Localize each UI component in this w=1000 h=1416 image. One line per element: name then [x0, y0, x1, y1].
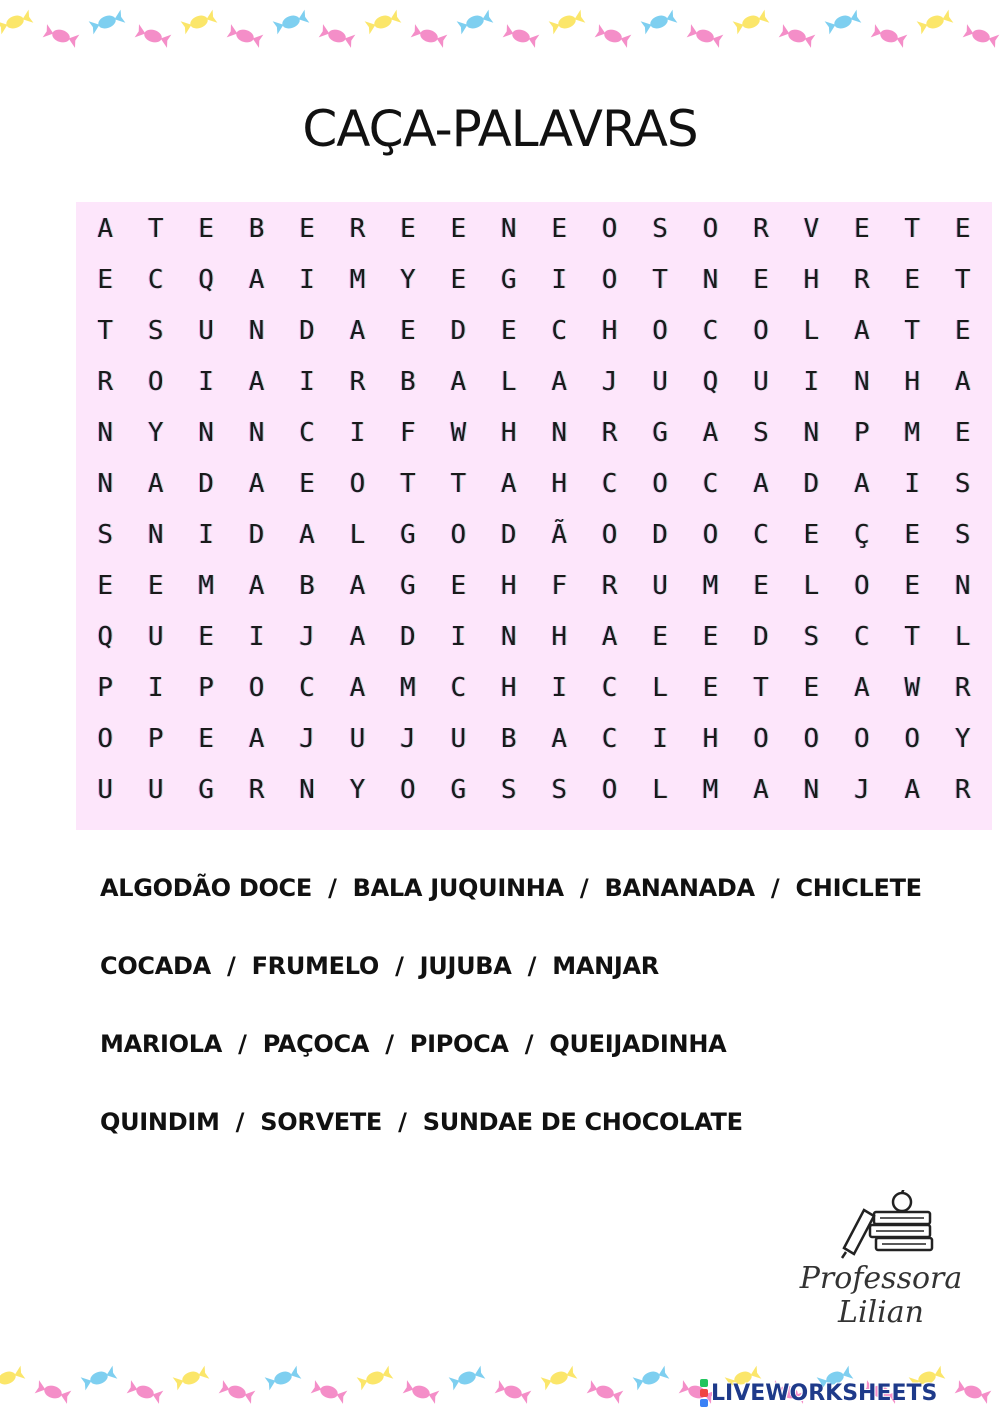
grid-cell[interactable]: E — [198, 622, 214, 652]
grid-cell[interactable]: E — [147, 571, 164, 601]
watermark-badge-icon — [700, 1378, 708, 1408]
candy-icon — [779, 24, 816, 48]
grid-cell[interactable]: P — [198, 673, 214, 703]
grid-cell[interactable]: E — [400, 316, 416, 346]
grid-cell[interactable]: H — [551, 469, 567, 499]
grid-cell[interactable]: R — [954, 775, 971, 805]
grid-cell[interactable]: E — [652, 622, 668, 652]
candy-border-top — [0, 0, 1000, 60]
grid-cell[interactable]: A — [248, 724, 265, 754]
grid-cell[interactable]: N — [248, 418, 265, 448]
grid-cell[interactable]: L — [954, 622, 971, 652]
grid-cell[interactable]: A — [248, 367, 265, 397]
grid-cell[interactable]: A — [753, 775, 769, 805]
grid-cell[interactable]: S — [652, 214, 668, 244]
grid-cell[interactable]: G — [400, 520, 416, 550]
grid-cell[interactable]: D — [753, 622, 769, 652]
grid-cell[interactable]: B — [500, 724, 517, 754]
candy-icon — [411, 24, 448, 48]
grid-cell[interactable]: O — [450, 520, 467, 550]
grid-cell[interactable]: O — [400, 775, 416, 805]
candy-icon — [963, 24, 1000, 48]
grid-cell[interactable]: E — [198, 724, 214, 754]
word-list — [100, 868, 1000, 1180]
grid-cell[interactable]: H — [702, 724, 719, 754]
grid-cell[interactable]: F — [551, 571, 567, 601]
grid-cell[interactable]: O — [652, 316, 668, 346]
grid-cell[interactable]: U — [450, 724, 467, 754]
logo-name — [786, 1262, 976, 1330]
grid-cell[interactable]: A — [97, 214, 114, 244]
candy-icon — [43, 24, 80, 48]
grid-cell[interactable]: Ç — [853, 520, 870, 550]
grid-cell[interactable]: I — [248, 622, 265, 652]
grid-cell[interactable]: I — [803, 367, 820, 397]
grid-cell[interactable]: E — [954, 316, 971, 346]
grid-cell[interactable]: E — [400, 214, 416, 244]
candy-icon — [135, 24, 172, 48]
grid-cell[interactable]: A — [904, 775, 921, 805]
grid-row — [80, 204, 988, 255]
grid-cell[interactable]: C — [853, 622, 870, 652]
grid-cell[interactable]: E — [753, 265, 769, 295]
candy-icon — [457, 10, 494, 35]
grid-cell[interactable]: V — [803, 214, 820, 244]
grid-cell[interactable]: M — [400, 673, 416, 703]
candy-icon — [871, 24, 908, 48]
candy-icon — [595, 24, 632, 48]
grid-cell[interactable]: G — [400, 571, 416, 601]
grid-cell[interactable]: E — [97, 571, 114, 601]
grid-cell[interactable]: E — [299, 214, 315, 244]
grid-cell[interactable]: D — [652, 520, 668, 550]
grid-cell[interactable]: O — [601, 520, 618, 550]
grid-row — [80, 306, 988, 357]
grid-cell[interactable]: R — [753, 214, 769, 244]
grid-cell[interactable]: H — [803, 265, 820, 295]
grid-row — [80, 510, 988, 561]
candy-icon — [273, 10, 310, 35]
grid-cell[interactable]: H — [500, 673, 517, 703]
grid-cell[interactable]: M — [198, 571, 214, 601]
grid-cell[interactable]: C — [601, 673, 618, 703]
grid-cell[interactable]: T — [904, 214, 921, 244]
grid-cell[interactable]: B — [299, 571, 315, 601]
candy-icon — [127, 1380, 164, 1404]
candy-icon — [319, 24, 356, 48]
grid-cell[interactable]: I — [198, 367, 214, 397]
grid-cell[interactable]: Y — [954, 724, 971, 754]
grid-cell[interactable]: L — [803, 316, 820, 346]
grid-cell[interactable]: I — [450, 622, 467, 652]
grid-cell[interactable]: R — [954, 673, 971, 703]
grid-cell[interactable]: R — [601, 418, 618, 448]
grid-cell[interactable]: N — [97, 469, 114, 499]
watermark — [700, 1378, 937, 1408]
candy-icon — [365, 10, 402, 35]
grid-cell[interactable]: E — [702, 673, 719, 703]
grid-cell[interactable]: A — [248, 571, 265, 601]
candy-icon — [541, 1366, 578, 1391]
grid-row — [80, 255, 988, 306]
grid-cell[interactable]: T — [904, 316, 921, 346]
grid-cell[interactable]: T — [652, 265, 668, 295]
grid-cell[interactable]: O — [702, 214, 719, 244]
grid-cell[interactable]: O — [652, 469, 668, 499]
grid-cell[interactable]: A — [853, 673, 870, 703]
grid-cell[interactable]: E — [853, 214, 870, 244]
grid-cell[interactable]: R — [248, 775, 265, 805]
word-search-grid — [76, 202, 992, 830]
grid-cell[interactable]: T — [450, 469, 467, 499]
grid-cell[interactable]: G — [652, 418, 668, 448]
word-list-line: MARIOLA / PAÇOCA / PIPOCA / QUEIJADINHA — [100, 1030, 727, 1058]
page-title: CAÇA-PALAVRAS — [302, 100, 698, 158]
grid-cell[interactable]: I — [299, 367, 315, 397]
grid-cell[interactable]: H — [500, 571, 517, 601]
grid-cell[interactable]: S — [551, 775, 567, 805]
grid-cell[interactable]: H — [904, 367, 921, 397]
grid-cell[interactable]: T — [904, 622, 921, 652]
grid-cell[interactable]: N — [198, 418, 214, 448]
grid-cell[interactable]: H — [601, 316, 618, 346]
grid-cell[interactable]: Y — [349, 775, 366, 805]
grid-cell[interactable]: S — [803, 622, 820, 652]
grid-cell[interactable]: O — [97, 724, 114, 754]
grid-cell[interactable]: I — [904, 469, 921, 499]
grid-cell[interactable]: R — [601, 571, 618, 601]
grid-cell[interactable]: A — [853, 316, 870, 346]
grid-cell[interactable]: N — [803, 418, 820, 448]
grid-cell[interactable]: L — [652, 775, 668, 805]
grid-cell[interactable]: I — [551, 673, 567, 703]
word-list-line: QUINDIM / SORVETE / SUNDAE DE CHOCOLATE — [100, 1108, 743, 1136]
grid-cell[interactable]: M — [702, 775, 719, 805]
grid-cell[interactable]: A — [551, 724, 567, 754]
grid-cell[interactable]: A — [450, 367, 467, 397]
grid-cell[interactable]: O — [853, 571, 870, 601]
grid-cell[interactable]: J — [853, 775, 870, 805]
grid-cell[interactable]: R — [853, 265, 870, 295]
grid-cell[interactable]: A — [500, 469, 517, 499]
grid-cell[interactable]: O — [753, 724, 769, 754]
candy-icon — [35, 1380, 72, 1404]
candy-icon — [733, 10, 770, 35]
grid-cell[interactable]: J — [601, 367, 618, 397]
grid-cell[interactable]: L — [500, 367, 517, 397]
grid-cell[interactable]: E — [803, 520, 820, 550]
grid-cell[interactable]: A — [702, 418, 719, 448]
grid-cell[interactable]: A — [147, 469, 164, 499]
grid-cell[interactable]: E — [954, 214, 971, 244]
candy-icon — [173, 1366, 210, 1391]
grid-cell[interactable]: M — [349, 265, 366, 295]
grid-cell[interactable]: W — [450, 418, 467, 448]
grid-cell[interactable]: E — [450, 265, 467, 295]
grid-cell[interactable]: J — [299, 622, 315, 652]
grid-cell[interactable]: Y — [400, 265, 416, 295]
grid-row — [80, 408, 988, 459]
grid-cell[interactable]: E — [551, 214, 567, 244]
grid-cell[interactable]: D — [500, 520, 517, 550]
candy-icon — [917, 10, 954, 35]
grid-cell[interactable]: N — [248, 316, 265, 346]
grid-cell[interactable]: H — [500, 418, 517, 448]
grid-cell[interactable]: T — [954, 265, 971, 295]
grid-cell[interactable]: L — [803, 571, 820, 601]
grid-cell[interactable]: E — [299, 469, 315, 499]
grid-cell[interactable]: A — [248, 265, 265, 295]
grid-cell[interactable]: O — [904, 724, 921, 754]
watermark-text: LIVEWORKSHEETS — [711, 1380, 938, 1406]
grid-cell[interactable]: M — [904, 418, 921, 448]
candy-icon — [357, 1366, 394, 1391]
grid-cell[interactable]: C — [702, 316, 719, 346]
grid-cell[interactable]: Q — [97, 622, 114, 652]
grid-cell[interactable]: E — [904, 265, 921, 295]
grid-cell[interactable]: O — [601, 265, 618, 295]
grid-cell[interactable]: A — [954, 367, 971, 397]
grid-cell[interactable]: I — [299, 265, 315, 295]
grid-cell[interactable]: P — [147, 724, 164, 754]
grid-cell[interactable]: R — [349, 214, 366, 244]
candy-icon — [495, 1380, 532, 1404]
grid-cell[interactable]: A — [349, 622, 366, 652]
grid-cell[interactable]: Y — [147, 418, 164, 448]
grid-cell[interactable]: I — [198, 520, 214, 550]
grid-cell[interactable]: S — [954, 520, 971, 550]
grid-cell[interactable]: O — [803, 724, 820, 754]
grid-cell[interactable]: I — [349, 418, 366, 448]
grid-cell[interactable]: M — [702, 571, 719, 601]
grid-cell[interactable]: T — [147, 214, 164, 244]
grid-cell[interactable]: E — [753, 571, 769, 601]
grid-cell[interactable]: H — [551, 622, 567, 652]
grid-cell[interactable]: P — [853, 418, 870, 448]
grid-cell[interactable]: Q — [198, 265, 214, 295]
grid-cell[interactable]: D — [299, 316, 315, 346]
candy-icon — [219, 1380, 256, 1404]
grid-cell[interactable]: D — [400, 622, 416, 652]
grid-cell[interactable]: C — [601, 724, 618, 754]
grid-cell[interactable]: A — [349, 316, 366, 346]
grid-cell[interactable]: N — [702, 265, 719, 295]
candy-icon — [181, 10, 218, 35]
grid-cell[interactable]: L — [349, 520, 366, 550]
grid-cell[interactable]: A — [349, 673, 366, 703]
word-list-line: COCADA / FRUMELO / JUJUBA / MANJAR — [100, 952, 659, 980]
grid-cell[interactable]: E — [198, 214, 214, 244]
grid-cell[interactable]: E — [904, 520, 921, 550]
grid-cell[interactable]: O — [702, 520, 719, 550]
grid-cell[interactable]: A — [601, 622, 618, 652]
grid-cell[interactable]: J — [400, 724, 416, 754]
grid-row — [80, 663, 988, 714]
grid-cell[interactable]: L — [652, 673, 668, 703]
grid-cell[interactable]: E — [450, 214, 467, 244]
grid-cell[interactable]: S — [954, 469, 971, 499]
grid-cell[interactable]: U — [147, 775, 164, 805]
grid-row — [80, 765, 988, 816]
grid-cell[interactable]: G — [450, 775, 467, 805]
candy-icon — [687, 24, 724, 48]
grid-cell[interactable]: N — [500, 214, 517, 244]
grid-cell[interactable]: G — [198, 775, 214, 805]
candy-icon — [587, 1380, 624, 1404]
grid-cell[interactable]: T — [400, 469, 416, 499]
grid-cell[interactable]: I — [147, 673, 164, 703]
grid-cell[interactable]: N — [97, 418, 114, 448]
word-list-line: ALGODÃO DOCE / BALA JUQUINHA / BANANADA / CHICLETE — [100, 874, 922, 902]
candy-icon — [403, 1380, 440, 1404]
candy-icon — [0, 1366, 25, 1391]
grid-cell[interactable]: A — [299, 520, 315, 550]
grid-cell[interactable]: O — [349, 469, 366, 499]
grid-cell[interactable]: T — [97, 316, 114, 346]
candy-icon — [633, 1366, 670, 1391]
grid-cell[interactable]: U — [198, 316, 214, 346]
grid-cell[interactable]: I — [652, 724, 668, 754]
grid-cell[interactable]: C — [147, 265, 164, 295]
candy-icon — [449, 1366, 486, 1391]
grid-cell[interactable]: E — [450, 571, 467, 601]
candy-icon — [311, 1380, 348, 1404]
grid-cell[interactable]: O — [601, 214, 618, 244]
grid-row — [80, 459, 988, 510]
grid-cell[interactable]: E — [97, 265, 114, 295]
grid-cell[interactable]: S — [753, 418, 769, 448]
grid-cell[interactable]: D — [248, 520, 265, 550]
grid-cell[interactable]: N — [500, 622, 517, 652]
teacher-logo — [786, 1190, 976, 1355]
grid-cell[interactable]: D — [450, 316, 467, 346]
candy-icon — [955, 1380, 992, 1404]
grid-cell[interactable]: S — [500, 775, 517, 805]
grid-cell[interactable]: C — [702, 469, 719, 499]
grid-cell[interactable]: Ã — [551, 520, 567, 550]
logo-line-2: Lilian — [838, 1295, 924, 1330]
grid-cell[interactable]: O — [248, 673, 265, 703]
grid-cell[interactable]: C — [450, 673, 467, 703]
grid-cell[interactable]: C — [601, 469, 618, 499]
grid-cell[interactable]: I — [551, 265, 567, 295]
grid-cell[interactable]: R — [349, 367, 366, 397]
grid-cell[interactable]: T — [753, 673, 769, 703]
grid-cell[interactable]: O — [601, 775, 618, 805]
grid-cell[interactable]: P — [97, 673, 114, 703]
candy-icon — [81, 1366, 118, 1391]
grid-cell[interactable]: O — [853, 724, 870, 754]
grid-cell[interactable]: J — [299, 724, 315, 754]
grid-cell[interactable]: S — [147, 316, 164, 346]
grid-cell[interactable]: N — [954, 571, 971, 601]
grid-cell[interactable]: U — [753, 367, 769, 397]
grid-cell[interactable]: C — [299, 418, 315, 448]
grid-cell[interactable]: S — [97, 520, 114, 550]
grid-cell[interactable]: E — [500, 316, 517, 346]
grid-cell[interactable]: B — [400, 367, 416, 397]
grid-cell[interactable]: A — [248, 469, 265, 499]
books-apple-icon — [786, 1190, 976, 1260]
candy-icon — [641, 10, 678, 35]
grid-cell[interactable]: N — [853, 367, 870, 397]
candy-icon — [89, 10, 126, 35]
grid-cell[interactable]: G — [500, 265, 517, 295]
grid-cell[interactable]: R — [97, 367, 114, 397]
grid-cell[interactable]: E — [803, 673, 820, 703]
grid-cell[interactable]: E — [954, 418, 971, 448]
candy-icon — [825, 10, 862, 35]
grid-row — [80, 714, 988, 765]
grid-cell[interactable]: N — [551, 418, 567, 448]
grid-cell[interactable]: A — [551, 367, 567, 397]
grid-cell[interactable]: B — [248, 214, 265, 244]
grid-cell[interactable]: O — [753, 316, 769, 346]
grid-cell[interactable]: A — [853, 469, 870, 499]
grid-cell[interactable]: U — [349, 724, 366, 754]
grid-cell[interactable]: C — [753, 520, 769, 550]
grid-cell[interactable]: A — [753, 469, 769, 499]
grid-cell[interactable]: U — [97, 775, 114, 805]
grid-row — [80, 612, 988, 663]
grid-cell[interactable]: D — [803, 469, 820, 499]
grid-cell[interactable]: D — [198, 469, 214, 499]
candy-icon — [227, 24, 264, 48]
grid-cell[interactable]: W — [904, 673, 921, 703]
logo-line-1: Professora — [799, 1261, 963, 1296]
grid-cell[interactable]: C — [551, 316, 567, 346]
grid-cell[interactable]: C — [299, 673, 315, 703]
grid-cell[interactable]: A — [349, 571, 366, 601]
grid-cell[interactable]: N — [299, 775, 315, 805]
candy-icon — [503, 24, 540, 48]
candy-icon — [0, 10, 33, 35]
grid-cell[interactable]: U — [652, 367, 668, 397]
grid-cell[interactable]: O — [147, 367, 164, 397]
grid-cell[interactable]: E — [702, 622, 719, 652]
grid-row — [80, 561, 988, 612]
grid-cell[interactable]: N — [803, 775, 820, 805]
grid-cell[interactable]: U — [652, 571, 668, 601]
grid-cell[interactable]: N — [147, 520, 164, 550]
candy-icon — [265, 1366, 302, 1391]
grid-cell[interactable]: F — [400, 418, 416, 448]
grid-row — [80, 357, 988, 408]
grid-cell[interactable]: U — [147, 622, 164, 652]
candy-icon — [549, 10, 586, 35]
grid-cell[interactable]: Q — [702, 367, 719, 397]
grid-cell[interactable]: E — [904, 571, 921, 601]
